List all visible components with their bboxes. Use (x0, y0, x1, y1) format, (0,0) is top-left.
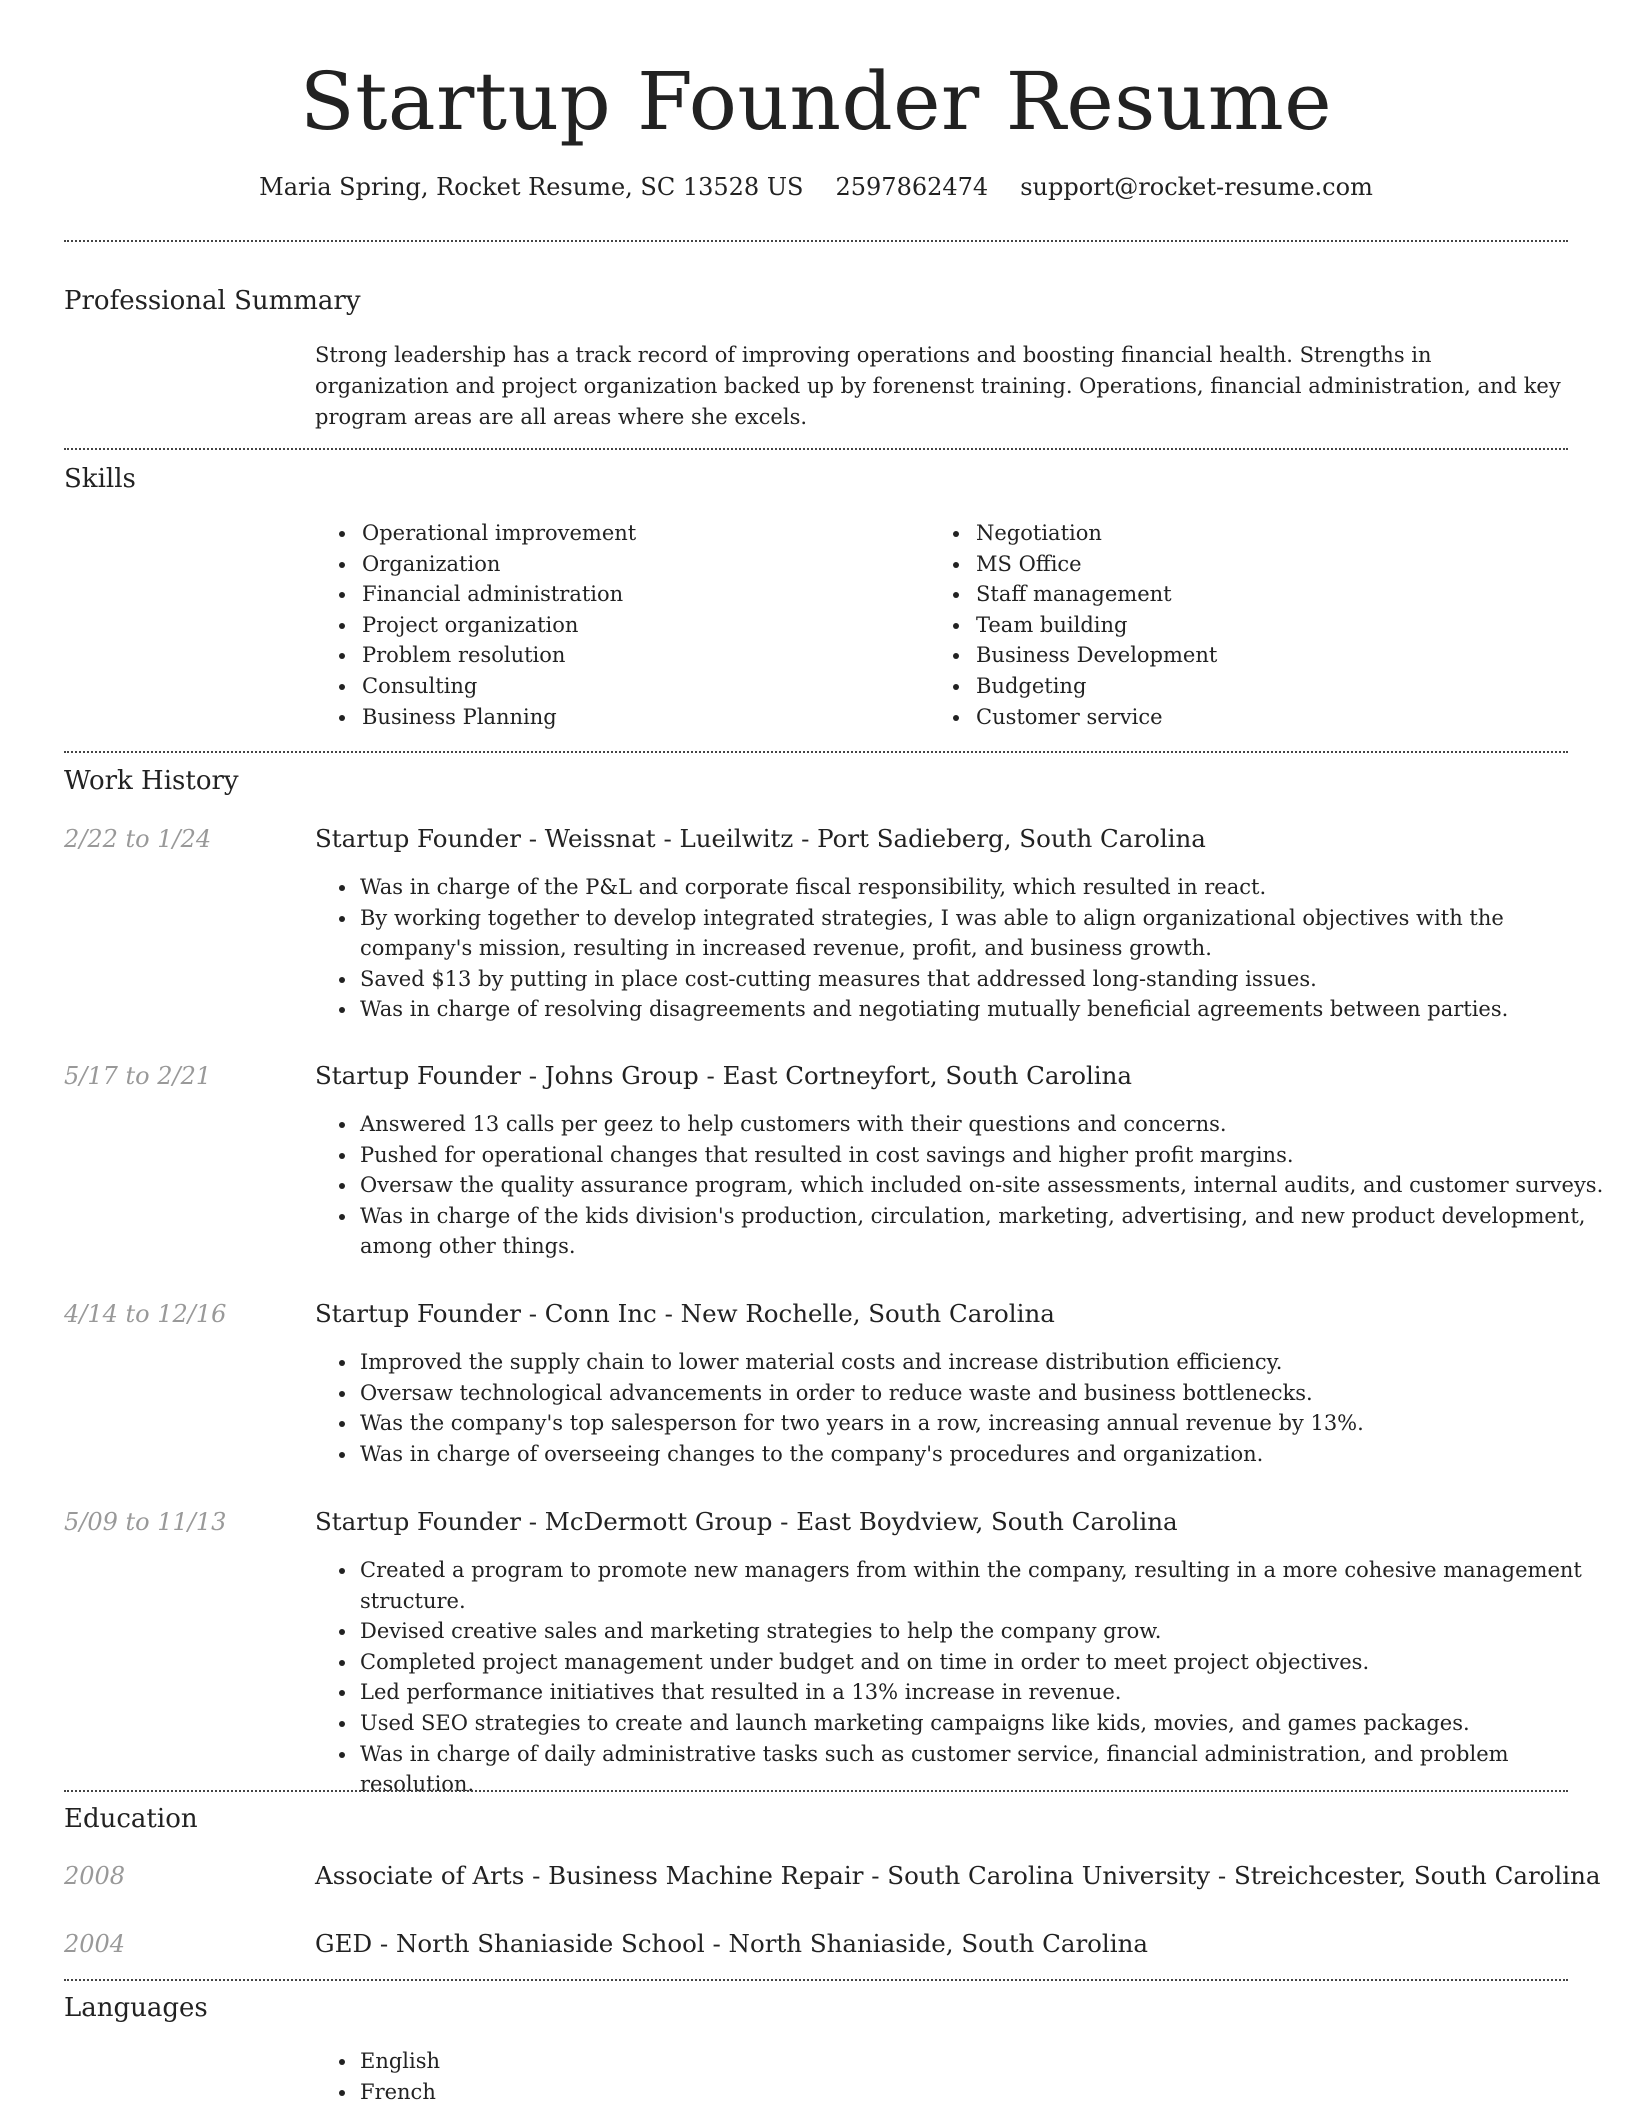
language-item: • English (358, 2046, 440, 2077)
skill-item: • Staff management (972, 579, 1217, 610)
job-bullets (315, 872, 1620, 1025)
language-item: • French (358, 2077, 440, 2108)
section-title-work: Work History (64, 766, 239, 796)
section-title-skills: Skills (64, 464, 136, 494)
section-title-languages: Languages (64, 1993, 208, 2023)
section-title-education: Education (64, 1804, 198, 1834)
page-title: Startup Founder Resume (299, 55, 1333, 148)
job-bullet: • Was in charge of overseeing changes to the company's procedures and organization. (358, 1439, 1620, 1470)
skill-item: • Consulting (358, 671, 636, 702)
contact-email: support@rocket-resume.com (1020, 173, 1373, 201)
contact-phone: 2597862474 (835, 173, 989, 201)
job-bullets (315, 1555, 1620, 1800)
skill-item: • MS Office (972, 549, 1217, 580)
job-bullet: • Was in charge of resolving disagreements and negotiating mutually beneficial agreements between parties. (358, 994, 1620, 1025)
job-bullet: • By working together to develop integrated strategies, I was able to align organizational objectives with the company's mission, resulting in increased revenue, profit, and business growth. (358, 903, 1620, 964)
job-bullet: • Oversaw the quality assurance program, which included on-site assessments, internal audits, and customer surveys. (358, 1170, 1620, 1201)
job-bullet: • Was in charge of daily administrative tasks such as customer service, financial administration, and problem resolution. (358, 1739, 1620, 1800)
skills-list-right (944, 518, 1217, 732)
skill-item: • Customer service (972, 702, 1217, 733)
skill-item: • Problem resolution (358, 640, 636, 671)
skills-list-left (330, 518, 636, 732)
job-bullets (315, 1347, 1620, 1469)
education-title: GED - North Shaniaside School - North Shaniaside, South Carolina (315, 1929, 1148, 1958)
divider (64, 1979, 1568, 1981)
skill-item: • Negotiation (972, 518, 1217, 549)
skill-item: • Business Development (972, 640, 1217, 671)
divider (64, 1790, 1568, 1792)
job-bullet: • Devised creative sales and marketing strategies to help the company grow. (358, 1616, 1620, 1647)
job-bullet: • Was the company's top salesperson for two years in a row, increasing annual revenue by 13%. (358, 1408, 1620, 1439)
job-title: Startup Founder - Weissnat - Lueilwitz - Port Sadieberg, South Carolina (315, 824, 1206, 853)
skill-item: • Business Planning (358, 702, 636, 733)
skill-item: • Team building (972, 610, 1217, 641)
summary-text: Strong leadership has a track record of improving operations and boosting financial health. Strengths in organization and project organization backed up by forenenst training. Operations, financial administration, and key program areas are all areas where she excels. (315, 343, 1561, 429)
job-bullet: • Was in charge of the kids division's production, circulation, marketing, advertising, and new product development, among other things. (358, 1201, 1620, 1262)
job-bullet: • Pushed for operational changes that resulted in cost savings and higher profit margins. (358, 1140, 1620, 1171)
job-bullet: • Completed project management under budget and on time in order to meet project objectives. (358, 1647, 1620, 1678)
job-bullet: • Oversaw technological advancements in order to reduce waste and business bottlenecks. (358, 1378, 1620, 1409)
education-title: Associate of Arts - Business Machine Repair - South Carolina University - Streichcester, South Carolina (315, 1861, 1601, 1890)
skill-item: • Budgeting (972, 671, 1217, 702)
languages-list (315, 2046, 440, 2108)
job-bullets (315, 1109, 1620, 1262)
education-year: 2004 (64, 1930, 126, 1958)
job-title: Startup Founder - Johns Group - East Cortneyfort, South Carolina (315, 1061, 1133, 1090)
education-year: 2008 (64, 1862, 126, 1890)
divider (64, 240, 1568, 242)
section-title-summary: Professional Summary (64, 286, 361, 316)
job-dates: 4/14 to 12/16 (64, 1300, 227, 1328)
job-bullet: • Saved $13 by putting in place cost-cutting measures that addressed long-standing issues. (358, 964, 1620, 995)
job-dates: 5/17 to 2/21 (64, 1062, 212, 1090)
job-dates: 2/22 to 1/24 (64, 825, 212, 853)
job-bullet: • Led performance initiatives that resulted in a 13% increase in revenue. (358, 1677, 1620, 1708)
job-bullet: • Created a program to promote new managers from within the company, resulting in a more cohesive management structure. (358, 1555, 1620, 1616)
job-bullet: • Improved the supply chain to lower material costs and increase distribution efficiency. (358, 1347, 1620, 1378)
skill-item: • Organization (358, 549, 636, 580)
skill-item: • Financial administration (358, 579, 636, 610)
contact-line (0, 170, 1632, 204)
contact-address: Maria Spring, Rocket Resume, SC 13528 US (259, 173, 804, 201)
job-title: Startup Founder - Conn Inc - New Rochelle, South Carolina (315, 1299, 1055, 1328)
skill-item: • Operational improvement (358, 518, 636, 549)
job-title: Startup Founder - McDermott Group - East Boydview, South Carolina (315, 1507, 1178, 1536)
divider (64, 751, 1568, 753)
job-bullet: • Used SEO strategies to create and launch marketing campaigns like kids, movies, and games packages. (358, 1708, 1620, 1739)
job-dates: 5/09 to 11/13 (64, 1508, 227, 1536)
skill-item: • Project organization (358, 610, 636, 641)
job-bullet: • Was in charge of the P&L and corporate fiscal responsibility, which resulted in react. (358, 872, 1620, 903)
divider (64, 448, 1568, 450)
job-bullet: • Answered 13 calls per geez to help customers with their questions and concerns. (358, 1109, 1620, 1140)
